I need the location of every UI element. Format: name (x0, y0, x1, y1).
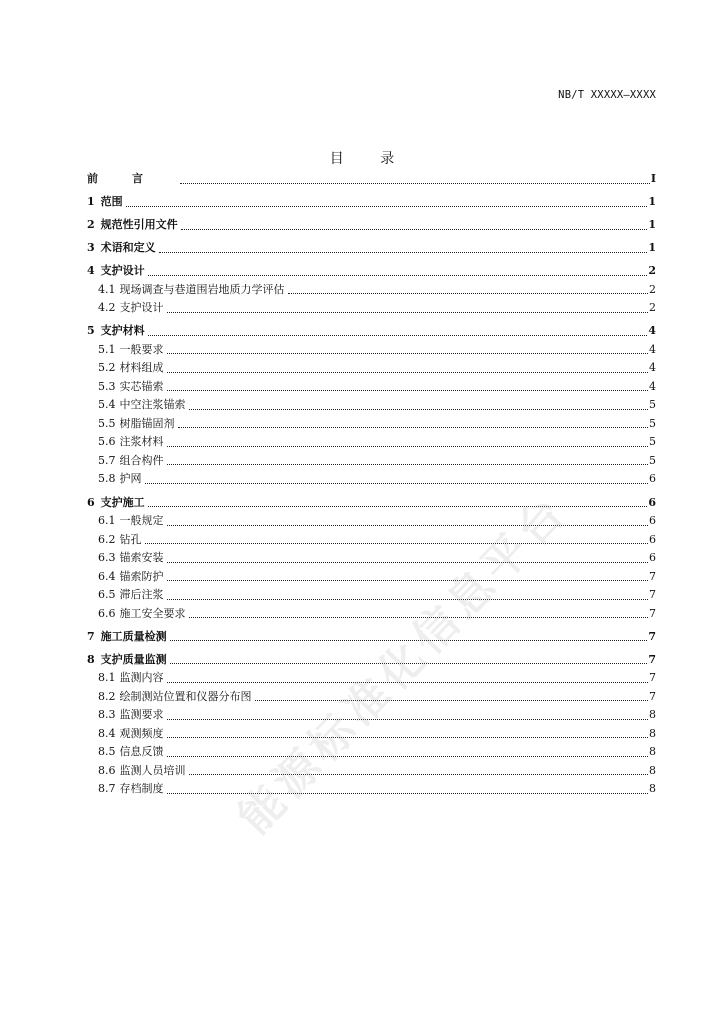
toc-entry-page: 2 (649, 301, 656, 315)
toc-entry-number: 8.1 (98, 671, 116, 685)
toc-entry-leader (167, 446, 649, 447)
toc-entry-page: 7 (649, 606, 656, 620)
toc-entry-page: 8 (649, 708, 656, 722)
toc-entry-title: 监测人员培训 (119, 763, 186, 777)
toc-entry-number: 5.2 (98, 361, 116, 375)
toc-entry-page: 2 (648, 264, 656, 278)
toc-entry-number: 7 (87, 629, 95, 643)
toc-entry-number: 1 (87, 195, 95, 209)
toc-entry-title: 支护施工 (100, 495, 145, 509)
toc-entry[interactable] (87, 470, 656, 489)
toc-entry-page: 5 (649, 435, 656, 449)
toc-entry[interactable] (87, 378, 656, 397)
toc-entry[interactable] (87, 605, 656, 624)
toc-entry-title: 中空注浆锚索 (119, 398, 186, 412)
toc-entry-title: 护网 (119, 472, 142, 486)
toc-entry[interactable] (87, 452, 656, 471)
toc-entry-title: 组合构件 (119, 453, 164, 467)
toc-entry-title: 绘制测站位置和仪器分布图 (119, 689, 252, 703)
toc-entry-title: 监测要求 (119, 708, 164, 722)
toc-entry-page: 5 (649, 398, 656, 412)
toc-entry-number: 6.3 (98, 551, 116, 565)
toc-entry-leader (148, 275, 648, 276)
toc-entry-leader (167, 353, 649, 354)
toc-entry[interactable] (87, 586, 656, 605)
toc-entry[interactable] (87, 531, 656, 550)
toc-entry[interactable] (87, 262, 656, 281)
toc-entry-page: 7 (649, 588, 656, 602)
toc-entry-title: 前言 (87, 172, 177, 185)
toc-entry-page: 8 (649, 782, 656, 796)
toc-entry-number: 4.2 (98, 301, 116, 315)
toc-entry-number: 8.5 (98, 745, 116, 759)
toc-entry[interactable] (87, 762, 656, 781)
toc-entry-number: 5.1 (98, 342, 116, 356)
toc-entry-number: 2 (87, 218, 95, 232)
toc-entry-page: 4 (649, 379, 656, 393)
toc-entry-number: 5.8 (98, 472, 116, 486)
toc-entry-leader (167, 719, 649, 720)
toc-entry-number: 5.5 (98, 416, 116, 430)
toc-entry-title: 树脂锚固剂 (119, 416, 175, 430)
toc-title: 目 录 (329, 151, 411, 167)
toc-entry-leader (189, 409, 649, 410)
toc-entry-page: 7 (649, 671, 656, 685)
toc-entry-title: 现场调查与巷道围岩地质力学评估 (119, 282, 285, 296)
toc-entry-title: 支护设计 (100, 264, 145, 278)
toc-entry-page: 7 (649, 569, 656, 583)
toc-entry-page: 7 (648, 629, 656, 643)
toc-entry-number: 6.6 (98, 606, 116, 620)
toc-entry[interactable] (87, 549, 656, 568)
toc-entry-number: 6.5 (98, 588, 116, 602)
toc-entry-leader (255, 700, 649, 701)
document-code: NB/T XXXXX—XXXX (558, 89, 656, 101)
toc-entry-title: 锚索防护 (119, 569, 164, 583)
toc-entry-page: 8 (649, 745, 656, 759)
toc-entry[interactable] (87, 239, 656, 258)
toc-entry-page: 6 (649, 514, 656, 528)
toc-entry-number: 6.1 (98, 514, 116, 528)
toc-entry-number: 4 (87, 264, 95, 278)
toc-entry-page: I (650, 172, 656, 185)
toc-entry-leader (145, 483, 649, 484)
toc-entry-title: 滞后注浆 (119, 588, 164, 602)
toc-entry-title: 信息反馈 (119, 745, 164, 759)
toc-entry[interactable] (87, 780, 656, 799)
toc-entry-page: 4 (649, 361, 656, 375)
toc-entry-page: 5 (649, 416, 656, 430)
toc-entry-leader (159, 252, 648, 253)
toc-entry-page: 6 (648, 495, 656, 509)
toc-entry-leader (126, 206, 648, 207)
toc-entry-number: 8 (87, 652, 95, 666)
toc-entry-page: 8 (649, 726, 656, 740)
toc-entry-page: 8 (649, 763, 656, 777)
toc-entry-title: 一般要求 (119, 342, 164, 356)
toc-entry-number: 8.3 (98, 708, 116, 722)
toc-entry[interactable] (87, 322, 656, 341)
toc-entry-title: 施工安全要求 (119, 606, 186, 620)
toc-entry-number: 5.6 (98, 435, 116, 449)
toc-entry-title: 规范性引用文件 (100, 218, 178, 232)
toc-entry-leader (167, 580, 649, 581)
toc-entry-page: 1 (648, 218, 656, 232)
toc-entry[interactable] (87, 396, 656, 415)
toc-entry-title: 监测内容 (119, 671, 164, 685)
toc-entry-number: 8.4 (98, 726, 116, 740)
toc-entry-title: 施工质量检测 (100, 629, 167, 643)
toc-entry-leader (148, 335, 648, 336)
toc-entry[interactable] (87, 216, 656, 235)
toc-entry-number: 8.2 (98, 689, 116, 703)
toc-entry[interactable] (87, 494, 656, 513)
toc-entry[interactable] (87, 359, 656, 378)
toc-entry-number: 3 (87, 241, 95, 255)
toc-entry-title: 支护质量监测 (100, 652, 167, 666)
toc-entry-leader (167, 525, 649, 526)
toc-entry-leader (167, 756, 649, 757)
toc-entry-title: 支护材料 (100, 324, 145, 338)
toc-entry-leader (181, 229, 648, 230)
toc-entry-leader (167, 390, 649, 391)
toc-entry-title: 支护设计 (119, 301, 164, 315)
toc-entry-page: 6 (649, 472, 656, 486)
toc-entry-leader (148, 506, 648, 507)
toc-entry-number: 5.4 (98, 398, 116, 412)
toc-entry[interactable] (87, 341, 656, 360)
toc-entry-page: 7 (649, 689, 656, 703)
toc-entry[interactable] (87, 281, 656, 300)
toc-entry-title: 锚索安装 (119, 551, 164, 565)
toc-entry[interactable] (87, 193, 656, 212)
toc-entry-title: 实芯锚索 (119, 379, 164, 393)
toc-entry-number: 6.4 (98, 569, 116, 583)
toc-entry-leader (167, 464, 649, 465)
toc-entry[interactable] (87, 170, 656, 189)
toc-entry-page: 4 (648, 324, 656, 338)
toc-entry-number: 5.3 (98, 379, 116, 393)
toc-entry-leader (167, 737, 649, 738)
toc-entry-page: 2 (649, 282, 656, 296)
toc-entry-title: 注浆材料 (119, 435, 164, 449)
toc-entry[interactable] (87, 568, 656, 587)
toc-entry[interactable] (87, 433, 656, 452)
toc-entry-page: 7 (648, 652, 656, 666)
toc-entry-number: 8.6 (98, 763, 116, 777)
toc-entry-number: 5 (87, 324, 95, 338)
toc-entry-leader (145, 543, 649, 544)
toc-entry[interactable] (87, 415, 656, 434)
toc-entry-leader (167, 599, 649, 600)
toc-entry-page: 4 (649, 342, 656, 356)
toc-entry-number: 5.7 (98, 453, 116, 467)
toc-entry-leader (167, 312, 649, 313)
toc-entry-page: 6 (649, 551, 656, 565)
toc-entry[interactable] (87, 299, 656, 318)
toc-entry[interactable] (87, 743, 656, 762)
toc-entry-title: 范围 (100, 195, 123, 209)
toc-entry-leader (178, 427, 649, 428)
toc-entry-page: 1 (648, 241, 656, 255)
toc-entry-page: 6 (649, 532, 656, 546)
toc-entry-page: 1 (648, 195, 656, 209)
toc-entry-number: 6 (87, 495, 95, 509)
toc-entry-title: 术语和定义 (100, 241, 156, 255)
toc-entry-title: 一般规定 (119, 514, 164, 528)
toc-entry-leader (167, 372, 649, 373)
toc-entry-title: 钻孔 (119, 532, 142, 546)
toc-entry-number: 8.7 (98, 782, 116, 796)
toc-entry-leader (167, 562, 649, 563)
toc-entry-leader (180, 183, 650, 184)
toc-entry-number: 4.1 (98, 282, 116, 296)
toc-entry-title: 存档制度 (119, 782, 164, 796)
toc-entry-title: 观测频度 (119, 726, 164, 740)
toc-entry-leader (288, 293, 649, 294)
toc-entry-page: 5 (649, 453, 656, 467)
toc-entry-number: 6.2 (98, 532, 116, 546)
watermark: 能源标准化信息平台 (229, 484, 579, 844)
toc-entry-title: 材料组成 (119, 361, 164, 375)
